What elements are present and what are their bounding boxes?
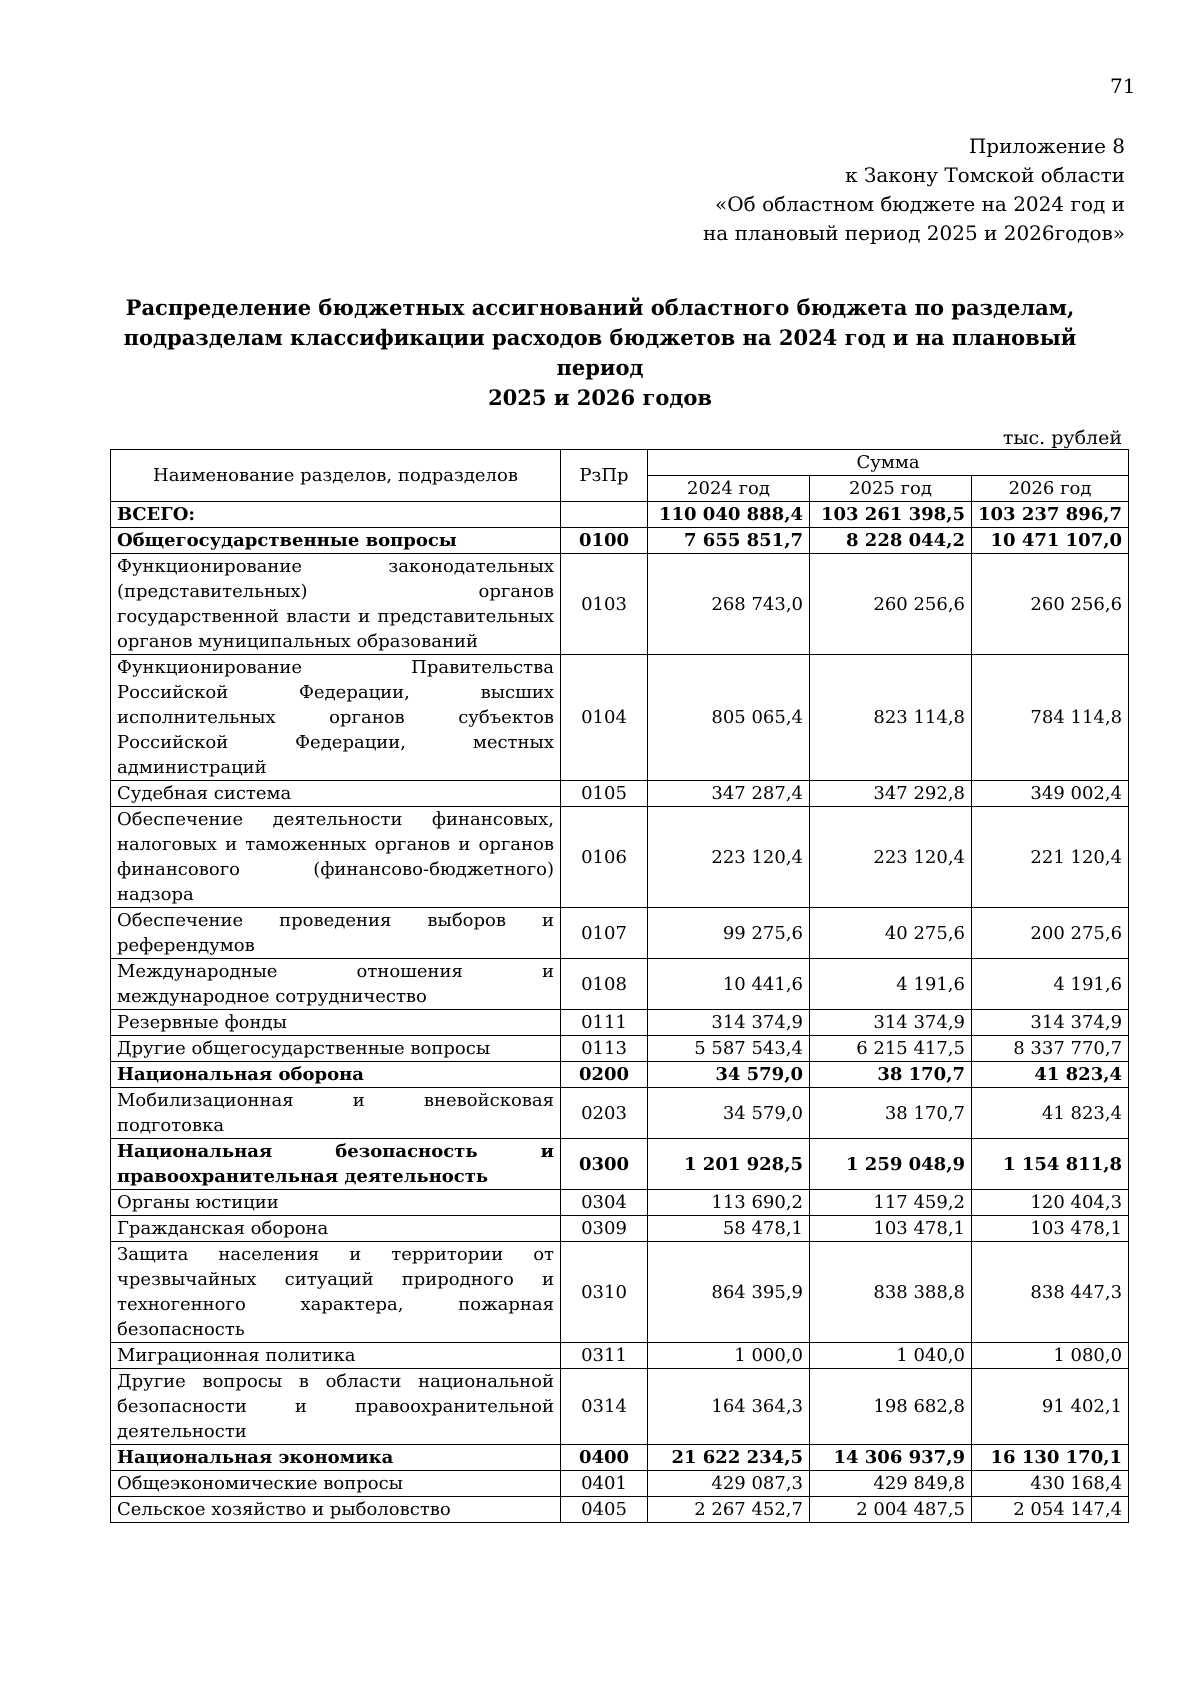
row-name-cell: Функционирование Правительства Российской Федерации, высших исполнительных органов субъектов Российской Федерации, местных администраций [111,655,561,781]
row-name-cell: Национальная безопасность и правоохранительная деятельность [111,1139,561,1190]
table-row [111,1036,1129,1062]
row-name-cell: Органы юстиции [111,1190,561,1216]
title-line: подразделам классификации расходов бюджетов на 2024 год и на плановый период [123,325,1077,380]
row-code-cell: 0111 [561,1010,648,1036]
row-value-2025: 38 170,7 [810,1062,972,1088]
table-row [111,502,1129,528]
row-value-2024: 347 287,4 [648,781,810,807]
row-value-2024: 429 087,3 [648,1471,810,1497]
table-row [111,1471,1129,1497]
row-value-2024: 314 374,9 [648,1010,810,1036]
row-value-2026: 260 256,6 [972,554,1129,655]
row-code-cell: 0400 [561,1445,648,1471]
row-value-2025: 6 215 417,5 [810,1036,972,1062]
table-row [111,528,1129,554]
row-value-2026: 103 237 896,7 [972,502,1129,528]
budget-table [110,449,1129,1523]
row-name-cell: Гражданская оборона [111,1216,561,1242]
row-name-cell: Функционирование законодательных (представительных) органов государственной власти и представительных органов муниципальных образований [111,554,561,655]
row-value-2025: 8 228 044,2 [810,528,972,554]
table-row [111,1343,1129,1369]
row-code-cell: 0311 [561,1343,648,1369]
row-name-cell: Обеспечение проведения выборов и референдумов [111,908,561,959]
row-value-2025: 314 374,9 [810,1010,972,1036]
row-value-2025: 1 259 048,9 [810,1139,972,1190]
row-code-cell: 0104 [561,655,648,781]
row-code-cell: 0310 [561,1242,648,1343]
table-row [111,554,1129,655]
row-code-cell: 0108 [561,959,648,1010]
row-code-cell: 0100 [561,528,648,554]
row-value-2025: 2 004 487,5 [810,1497,972,1523]
row-value-2026: 1 080,0 [972,1343,1129,1369]
row-name-cell: Резервные фонды [111,1010,561,1036]
row-value-2026: 430 168,4 [972,1471,1129,1497]
row-name-cell: ВСЕГО: [111,502,561,528]
row-name-cell: Другие вопросы в области национальной безопасности и правоохранительной деятельности [111,1369,561,1445]
row-value-2026: 221 120,4 [972,807,1129,908]
row-name-cell: Сельское хозяйство и рыболовство [111,1497,561,1523]
header-sum: Сумма [648,450,1129,476]
row-value-2026: 10 471 107,0 [972,528,1129,554]
appendix-header [525,132,1125,248]
row-code-cell: 0405 [561,1497,648,1523]
row-value-2026: 200 275,6 [972,908,1129,959]
table-row [111,1088,1129,1139]
row-value-2024: 268 743,0 [648,554,810,655]
header-name: Наименование разделов, подразделов [111,450,561,502]
row-value-2026: 41 823,4 [972,1062,1129,1088]
row-value-2025: 1 040,0 [810,1343,972,1369]
row-value-2026: 91 402,1 [972,1369,1129,1445]
row-value-2025: 38 170,7 [810,1088,972,1139]
row-value-2024: 864 395,9 [648,1242,810,1343]
row-value-2025: 103 261 398,5 [810,502,972,528]
row-name-cell: Международные отношения и международное сотрудничество [111,959,561,1010]
table-row [111,1497,1129,1523]
header-year-2025: 2025 год [810,476,972,502]
row-value-2025: 14 306 937,9 [810,1445,972,1471]
table-row [111,781,1129,807]
row-code-cell [561,502,648,528]
table-row [111,1242,1129,1343]
row-value-2024: 34 579,0 [648,1062,810,1088]
row-value-2025: 117 459,2 [810,1190,972,1216]
table-row [111,959,1129,1010]
row-value-2026: 838 447,3 [972,1242,1129,1343]
row-code-cell: 0304 [561,1190,648,1216]
row-value-2026: 120 404,3 [972,1190,1129,1216]
table-row [111,1445,1129,1471]
row-code-cell: 0113 [561,1036,648,1062]
title-line: Распределение бюджетных ассигнований областного бюджета по разделам, [125,295,1075,320]
row-value-2025: 347 292,8 [810,781,972,807]
table-row [111,655,1129,781]
row-value-2025: 260 256,6 [810,554,972,655]
row-value-2026: 8 337 770,7 [972,1036,1129,1062]
row-value-2026: 4 191,6 [972,959,1129,1010]
row-value-2025: 838 388,8 [810,1242,972,1343]
row-name-cell: Судебная система [111,781,561,807]
row-code-cell: 0200 [561,1062,648,1088]
row-code-cell: 0103 [561,554,648,655]
row-code-cell: 0106 [561,807,648,908]
row-name-cell: Обеспечение деятельности финансовых, налоговых и таможенных органов и органов финансового (финансово-бюджетного) надзора [111,807,561,908]
row-value-2026: 16 130 170,1 [972,1445,1129,1471]
row-value-2025: 4 191,6 [810,959,972,1010]
table-row [111,1369,1129,1445]
table-body [111,502,1129,1523]
row-value-2024: 21 622 234,5 [648,1445,810,1471]
row-value-2024: 1 201 928,5 [648,1139,810,1190]
table-row [111,1216,1129,1242]
row-value-2024: 164 364,3 [648,1369,810,1445]
appendix-line: к Закону Томской области [845,163,1125,187]
table-row [111,1062,1129,1088]
row-value-2026: 41 823,4 [972,1088,1129,1139]
table-row [111,807,1129,908]
row-value-2024: 5 587 543,4 [648,1036,810,1062]
row-code-cell: 0401 [561,1471,648,1497]
row-name-cell: Миграционная политика [111,1343,561,1369]
table-row [111,1010,1129,1036]
row-name-cell: Общеэкономические вопросы [111,1471,561,1497]
row-value-2025: 198 682,8 [810,1369,972,1445]
row-value-2024: 2 267 452,7 [648,1497,810,1523]
row-value-2026: 1 154 811,8 [972,1139,1129,1190]
row-code-cell: 0203 [561,1088,648,1139]
row-name-cell: Мобилизационная и вневойсковая подготовка [111,1088,561,1139]
row-value-2024: 1 000,0 [648,1343,810,1369]
row-value-2026: 314 374,9 [972,1010,1129,1036]
row-value-2026: 2 054 147,4 [972,1497,1129,1523]
row-code-cell: 0300 [561,1139,648,1190]
row-value-2024: 58 478,1 [648,1216,810,1242]
row-value-2024: 113 690,2 [648,1190,810,1216]
page-number: 71 [1110,74,1136,98]
row-code-cell: 0309 [561,1216,648,1242]
row-code-cell: 0314 [561,1369,648,1445]
row-code-cell: 0107 [561,908,648,959]
row-value-2024: 7 655 851,7 [648,528,810,554]
header-code: РзПр [561,450,648,502]
row-name-cell: Общегосударственные вопросы [111,528,561,554]
table-row [111,908,1129,959]
row-value-2026: 349 002,4 [972,781,1129,807]
appendix-line: Приложение 8 [968,134,1125,158]
table-row [111,1190,1129,1216]
appendix-line: на плановый период 2025 и 2026годов» [702,221,1125,245]
row-value-2025: 823 114,8 [810,655,972,781]
row-value-2026: 103 478,1 [972,1216,1129,1242]
header-year-2024: 2024 год [648,476,810,502]
row-value-2024: 223 120,4 [648,807,810,908]
row-value-2025: 103 478,1 [810,1216,972,1242]
row-value-2025: 223 120,4 [810,807,972,908]
row-value-2026: 784 114,8 [972,655,1129,781]
table-row [111,1139,1129,1190]
row-name-cell: Защита населения и территории от чрезвычайных ситуаций природного и техногенного характера, пожарная безопасность [111,1242,561,1343]
row-value-2024: 10 441,6 [648,959,810,1010]
appendix-line: «Об областном бюджете на 2024 год и [715,192,1125,216]
row-code-cell: 0105 [561,781,648,807]
row-value-2025: 40 275,6 [810,908,972,959]
header-year-2026: 2026 год [972,476,1129,502]
row-value-2025: 429 849,8 [810,1471,972,1497]
row-name-cell: Национальная оборона [111,1062,561,1088]
document-title [100,293,1100,413]
units-label: тыс. рублей [1002,427,1122,449]
row-value-2024: 110 040 888,4 [648,502,810,528]
title-line: 2025 и 2026 годов [488,385,712,410]
row-value-2024: 805 065,4 [648,655,810,781]
row-name-cell: Другие общегосударственные вопросы [111,1036,561,1062]
row-name-cell: Национальная экономика [111,1445,561,1471]
row-value-2024: 99 275,6 [648,908,810,959]
row-value-2024: 34 579,0 [648,1088,810,1139]
